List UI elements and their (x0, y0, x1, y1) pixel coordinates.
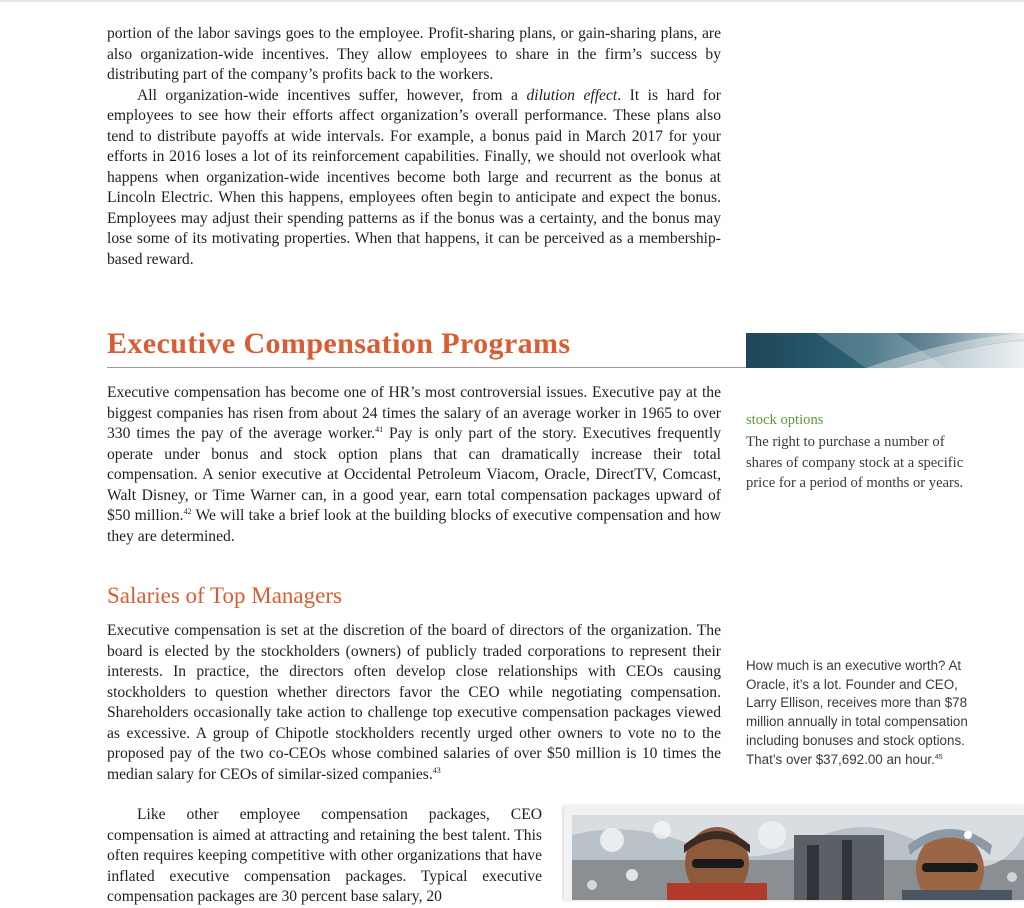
executive-compensation-text (107, 383, 721, 547)
page-top-rule (0, 0, 1024, 2)
salaries-paragraph (107, 621, 721, 785)
exec-text-a: Executive compensation has become one of HR’s most controversial issues. Executive pay at the biggest companies has risen from about 24 times the salary of an average worker in 1965 to over 330 times the pay of the average worker. (107, 384, 721, 442)
footnote-42: 42 (183, 507, 192, 516)
salaries-text (107, 621, 721, 785)
ceo-compensation-text (107, 805, 542, 908)
glossary-term: stock options (746, 412, 824, 428)
subsection-heading: Salaries of Top Managers (107, 583, 342, 608)
photo-caption (746, 657, 971, 769)
intro-p2-end: . It is hard for employees to see how their efforts affect organization’s overall performance. These plans also tend to distribute payoffs at wide intervals. For example, a bonus paid in March 2017 for your efforts in 2016 loses a lot of its reinforcement capabilities. Finally, we should not overlook what happens when organization-wide incentives become both large and recurrent as the bonus at Lincoln Electric. When this happens, employees often begin to anticipate and expect the bonus. Employees may adjust their spending patterns as if the bonus was a certainty, and the bonus may lose some of its motivating properties. When that happens, it can be perceived as a membership-based reward. (107, 86, 721, 268)
sailing-crew-photo (572, 815, 1024, 900)
caption-text: How much is an executive worth? At Oracle, it’s a lot. Founder and CEO, Larry Ellison, receives more than $78 million annually in total compensation including bonuses and stock options. That’s over $37,692.00 an hour. (746, 658, 968, 767)
decorative-banner (746, 333, 1024, 368)
intro-p2-start: All organization-wide incentives suffer, however, from a (137, 86, 527, 104)
footnote-43: 43 (432, 765, 441, 775)
photo-frame (564, 806, 1024, 900)
salaries-text-body: Executive compensation is set at the discretion of the board of directors of the organization. The board is elected by the stockholders (owners) of publicly traded corporations to represent their interests. In practice, the directors often develop close relationships with CEOs causing stockholders to question whether directors favor the CEO while negotiating compensation. Shareholders occasionally take action to challenge top executive compensation packages viewed as excessive. A group of Chipotle stockholders recently urged other owners to vote no to the proposed pay of the two co-CEOs whose combined salaries of over $50 million is 10 times the median salary for CEOs of similar-sized companies. (107, 622, 721, 783)
intro-paragraph-1: portion of the labor savings goes to the employee. Profit-sharing plans, or gain-sharing plans, are also organization-wide incentives. They allow employees to share in the firm’s success by distributing part of the company’s profits back to the workers. (107, 25, 721, 83)
ceo-paragraph: Like other employee compensation packages, CEO compensation is aimed at attracting and retaining the best talent. This often requires keeping competitive with other organizations that have inflated executive compensation packages. Typical executive compensation packages are 30 percent base salary, 20 (107, 806, 542, 905)
section-heading: Executive Compensation Programs (107, 327, 571, 360)
dilution-effect-term: dilution effect (526, 86, 618, 104)
intro-text (107, 24, 721, 270)
footnote-41: 41 (375, 425, 384, 434)
exec-text-b: Pay is only part of the story. Executives frequently operate under bonus and stock option plans that can dramatically increase their total compensation. A senior executive at Occidental Petroleum Viacom, Oracle, DirectTV, Comcast, Walt Disney, or Time Warner can, in a good year, earn total compensation packages upward of $50 million. (107, 425, 721, 524)
glossary-definition: The right to purchase a number of shares of company stock at a specific price for a period of months or years. (746, 434, 964, 491)
heading-rule (107, 367, 747, 368)
exec-paragraph (107, 383, 721, 547)
exec-text-c: We will take a brief look at the building blocks of executive compensation and how they are determined. (107, 507, 721, 545)
intro-paragraph-2 (107, 86, 721, 271)
footnote-45: 45 (934, 753, 943, 761)
